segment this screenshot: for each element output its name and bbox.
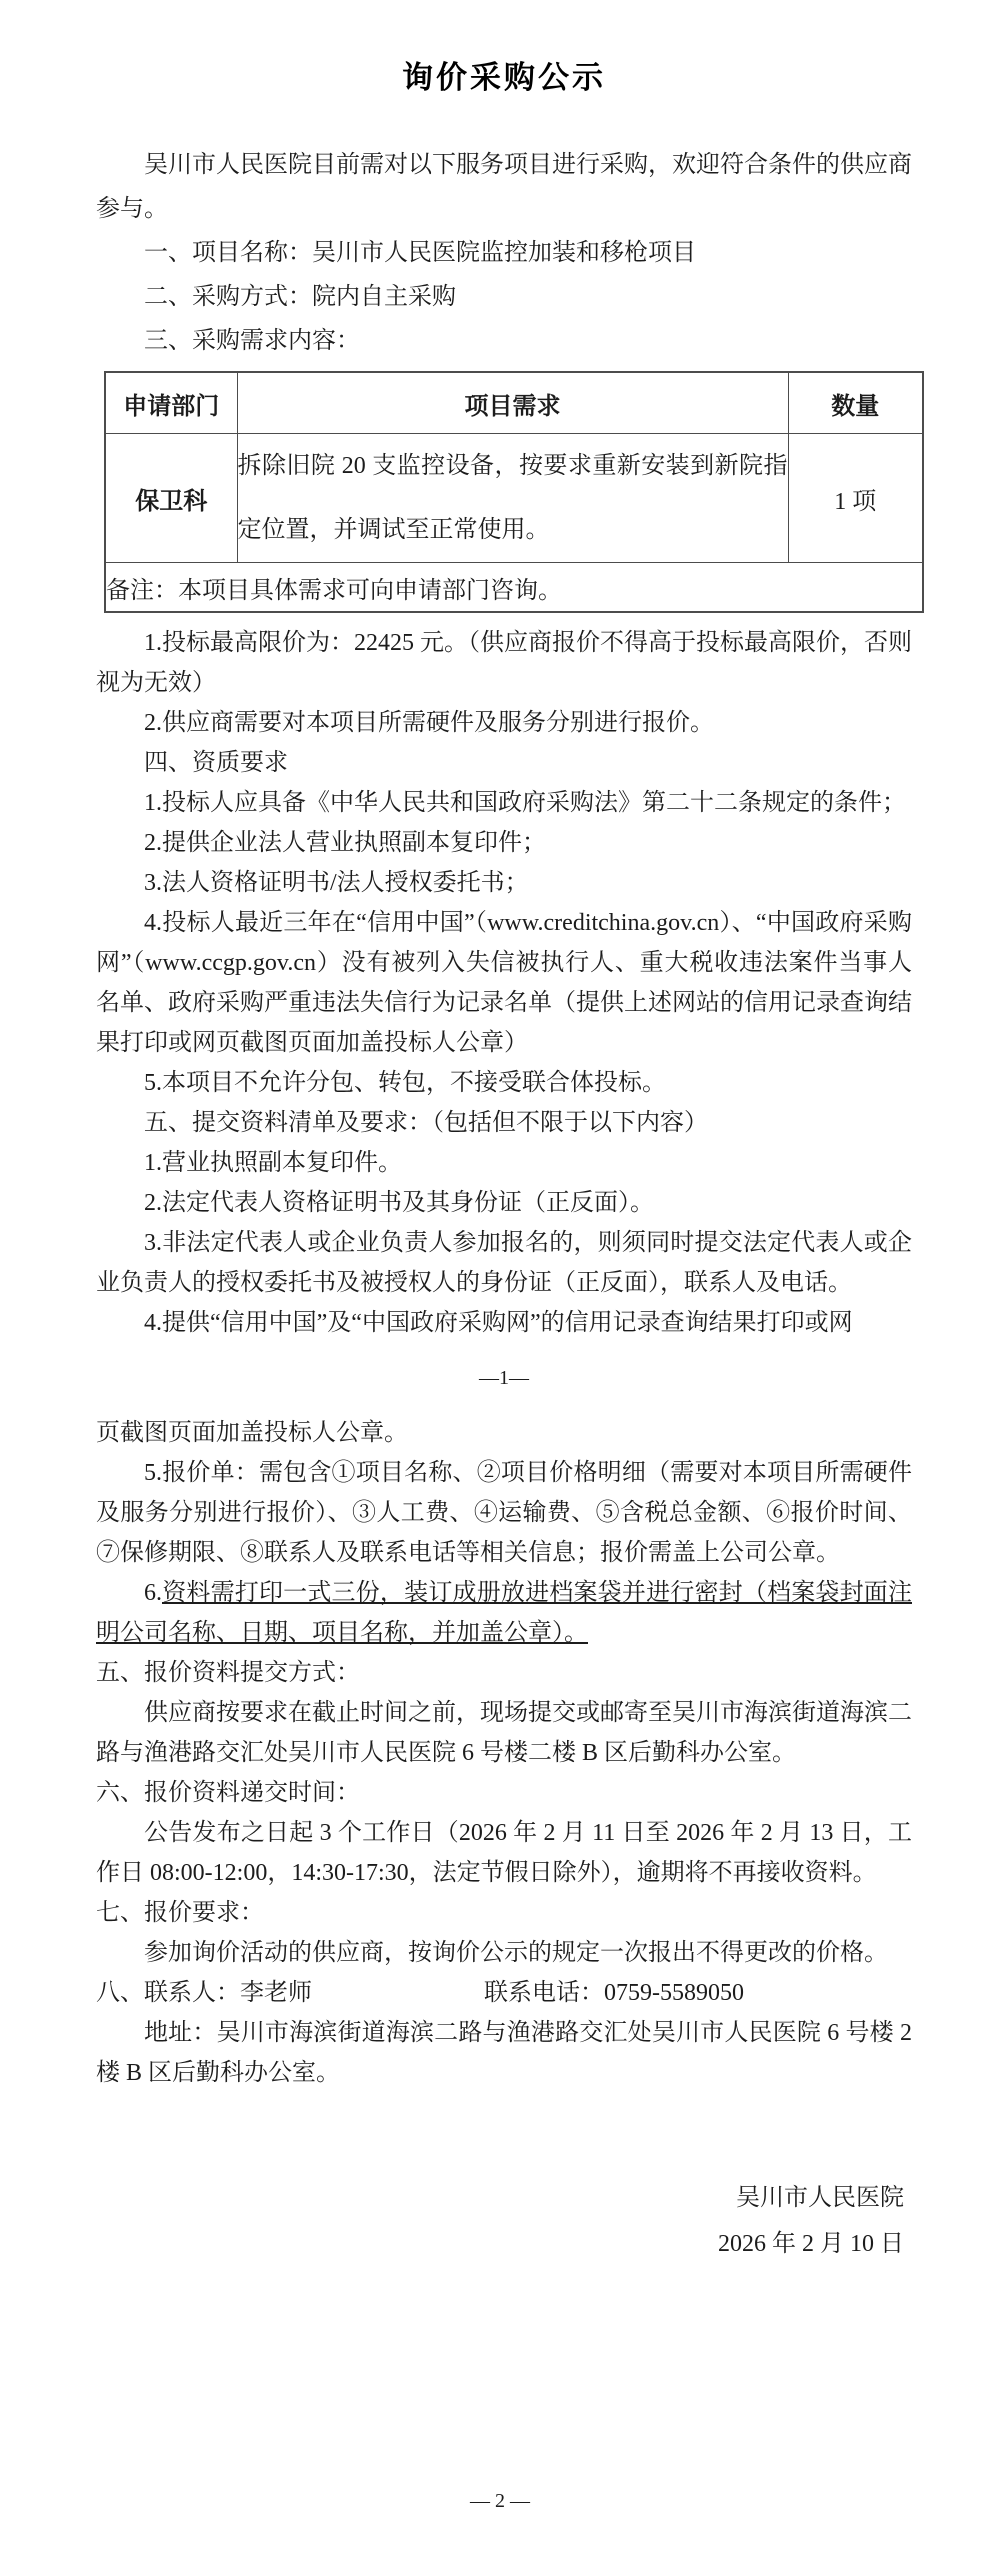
requirements-table <box>104 371 924 613</box>
document-item-5: 5.报价单：需包含①项目名称、②项目价格明细（需要对本项目所需硬件及服务分别进行报价）、③人工费、④运输费、⑤含税总金额、⑥报价时间、⑦保修期限、⑧联系人及联系电话等相关信息；报价需盖上公司公章。 <box>96 1460 912 1566</box>
section-7-heading: 七、报价要求： <box>96 1900 264 1926</box>
page-1-number: —1— <box>479 1367 529 1389</box>
column-header-quantity: 数量 <box>788 372 923 434</box>
document-item-4-part1: 4.提供“信用中国”及“中国政府采购网”的信用记录查询结果打印或网 <box>144 1310 853 1336</box>
cell-department: 保卫科 <box>105 434 237 563</box>
cell-note: 备注：本项目具体需求可向申请部门咨询。 <box>105 563 923 613</box>
address-line: 地址：吴川市海滨街道海滨二路与渔港路交汇处吴川市人民医院 6 号楼 2 楼 B 区后勤科办公室。 <box>96 2020 912 2086</box>
intro-paragraph: 吴川市人民医院目前需对以下服务项目进行采购，欢迎符合条件的供应商参与。 <box>96 152 912 222</box>
document-item-2: 2.法定代表人资格证明书及其身份证（正反面）。 <box>144 1190 654 1216</box>
page-title: 询价采购公示 <box>402 60 606 95</box>
qualification-item-3: 3.法人资格证明书/法人授权委托书； <box>144 870 529 896</box>
document-item-6-underlined-text: 资料需打印一式三份，装订成册放进档案袋并进行密封（档案袋封面注明公司名称、日期、项目名称，并加盖公章）。 <box>96 1580 912 1646</box>
submission-time-text: 公告发布之日起 3 个工作日（2026 年 2 月 11 日至 2026 年 2 月 13 日，工作日 08:00-12:00，14:30-17:30，法定节假日除外），逾期将不再接收资料。 <box>96 1820 912 1886</box>
document-item-1: 1.营业执照副本复印件。 <box>144 1150 402 1176</box>
signature-block <box>96 2175 912 2267</box>
qualification-item-1: 1.投标人应具备《中华人民共和国政府采购法》第二十二条规定的条件； <box>144 790 906 816</box>
signature-organization: 吴川市人民医院 <box>736 2185 904 2211</box>
qualification-item-5: 5.本项目不允许分包、转包，不接受联合体投标。 <box>144 1070 666 1096</box>
page-2-number: — 2 — <box>470 2490 530 2512</box>
qualification-item-2: 2.提供企业法人营业执照副本复印件； <box>144 830 546 856</box>
section-4-heading: 四、资质要求 <box>144 750 288 776</box>
section-1-project-name: 一、项目名称：吴川市人民医院监控加装和移枪项目 <box>144 240 696 266</box>
contact-person: 八、联系人：李老师 <box>96 1980 312 2006</box>
table-note-row <box>105 563 923 613</box>
qualification-item-4: 4.投标人最近三年在“信用中国”（www.creditchina.gov.cn）、“中国政府采购网”（www.ccgp.gov.cn）没有被列入失信被执行人、重大税收违法案件当事人名单、政府采购严重违法失信行为记录名单（提供上述网站的信用记录查询结果打印或网页截图页面加盖投标人公章） <box>96 910 912 1056</box>
document-item-6-number: 6. <box>144 1580 162 1606</box>
table-row <box>105 434 923 563</box>
section-2-procurement-method: 二、采购方式：院内自主采购 <box>144 284 456 310</box>
table-header-row <box>105 372 923 434</box>
section-6-heading: 六、报价资料递交时间： <box>96 1780 360 1806</box>
document-item-3: 3.非法定代表人或企业负责人参加报名的，则须同时提交法定代表人或企业负责人的授权委托书及被授权人的身份证（正反面），联系人及电话。 <box>96 1230 912 1296</box>
section-3-requirements-heading: 三、采购需求内容： <box>144 328 360 354</box>
cell-requirement: 拆除旧院 20 支监控设备，按要求重新安装到新院指定位置，并调试至正常使用。 <box>237 434 788 563</box>
signature-date: 2026 年 2 月 10 日 <box>718 2231 904 2257</box>
document-item-6 <box>96 1573 912 1653</box>
column-header-requirement: 项目需求 <box>237 372 788 434</box>
contact-phone: 联系电话：0759-5589050 <box>484 1980 744 2006</box>
document-item-4-part2: 页截图页面加盖投标人公章。 <box>96 1420 408 1446</box>
cell-quantity: 1 项 <box>788 434 923 563</box>
quote-requirement-text: 参加询价活动的供应商，按询价公示的规定一次报出不得更改的价格。 <box>144 1940 888 1966</box>
contact-line <box>96 1973 912 2013</box>
column-header-department: 申请部门 <box>105 372 237 434</box>
price-limit-note: 1.投标最高限价为：22425 元。（供应商报价不得高于投标最高限价，否则视为无效） <box>96 630 912 696</box>
separate-quote-note: 2.供应商需要对本项目所需硬件及服务分别进行报价。 <box>144 710 714 736</box>
section-5b-heading: 五、报价资料提交方式： <box>96 1660 360 1686</box>
section-5-heading: 五、提交资料清单及要求：（包括但不限于以下内容） <box>144 1110 708 1136</box>
submission-method-text: 供应商按要求在截止时间之前，现场提交或邮寄至吴川市海滨街道海滨二路与渔港路交汇处吴川市人民医院 6 号楼二楼 B 区后勤科办公室。 <box>96 1700 912 1766</box>
